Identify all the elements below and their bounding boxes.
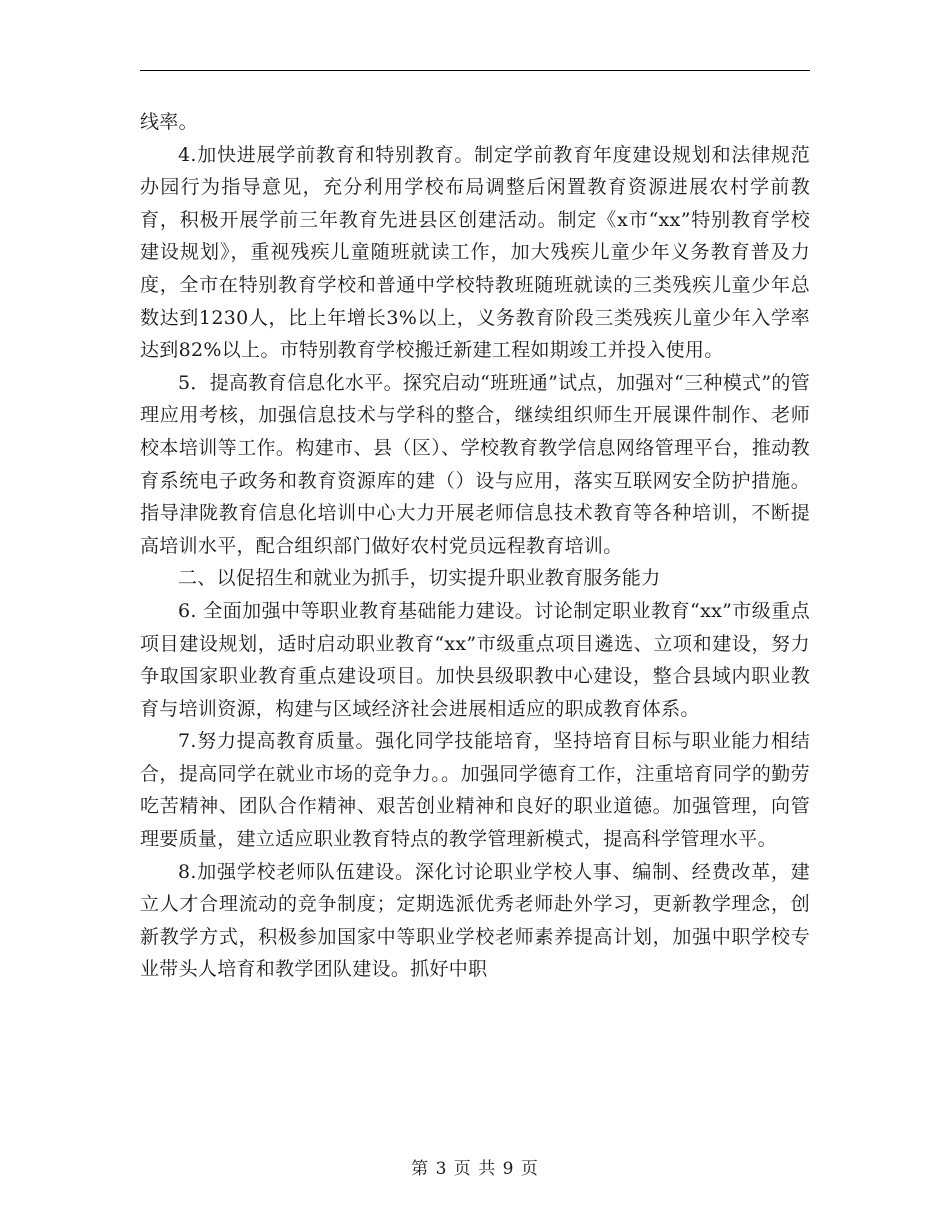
paragraph-item-4: 4.加快进展学前教育和特别教育。制定学前教育年度建设规划和法律规范办园行为指导意见，充分利用学校布局调整后闲置教育资源进展农村学前教育，积极开展学前三年教育先进县区创建活动。制定《x市“xx”特别教育学校建设规划》，重视残疾儿童随班就读工作，加大残疾儿童少年义务教育普及力度，全市在特别教育学校和普通中学校特教班随班就读的三类残疾儿童少年总数达到1230人，比上年增长3%以上，义务教育阶段三类残疾儿童少年入学率达到82%以上。市特别教育学校搬迁新建工程如期竣工并投入使用。	[140, 143, 810, 362]
paragraph-item-7: 7.努力提高教育质量。强化同学技能培育，坚持培育目标与职业能力相结合，提高同学在就业市场的竞争力。。加强同学德育工作，注重培育同学的勤劳吃苦精神、团队合作精神、艰苦创业精神和良好的职业道德。加强管理，向管理要质量，建立适应职业教育特点的教学管理新模式，提高科学管理水平。	[140, 730, 810, 851]
footer-prefix: 第	[411, 1159, 430, 1179]
header-rule	[140, 70, 810, 71]
section-heading-2: 二、以促招生和就业为抓手，切实提升职业教育服务能力	[178, 567, 661, 590]
page-footer	[0, 1154, 950, 1179]
footer-page-number: 3	[435, 1159, 448, 1179]
footer-suffix: 页	[520, 1159, 539, 1179]
paragraph-continuation: 线率。	[140, 111, 198, 133]
paragraph-item-8: 8.加强学校老师队伍建设。深化讨论职业学校人事、编制、经费改革，建立人才合理流动的竞争制度；定期选派优秀老师赴外学习，更新教学理念，创新教学方式，积极参加国家中等职业学校老师素养提高计划，加强中职学校专业带头人培育和教学团队建设。抓好中职	[140, 860, 810, 981]
document-body	[140, 106, 810, 986]
footer-mid: 页 共	[453, 1159, 497, 1179]
paragraph-item-6: 6. 全面加强中等职业教育基础能力建设。讨论制定职业教育“xx”市级重点项目建设规划，适时启动职业教育“xx”市级重点项目遴选、立项和建设，努力争取国家职业教育重点建设项目。加快县级职教中心建设，整合县域内职业教育与培训资源，构建与区域经济社会进展相适应的职成教育体系。	[140, 599, 810, 720]
footer-total-pages: 9	[502, 1159, 515, 1179]
paragraph-item-5: 5．提高教育信息化水平。探究启动“班班通”试点，加强对“三种模式”的管理应用考核，加强信息技术与学科的整合，继续组织师生开展课件制作、老师校本培训等工作。构建市、县（区）、学校教育教学信息网络管理平台，推动教育系统电子政务和教育资源库的建（）设与应用，落实互联网安全防护措施。指导津陇教育信息化培训中心大力开展老师信息技术教育等各种培训，不断提高培训水平，配合组织部门做好农村党员远程教育培训。	[140, 371, 810, 557]
